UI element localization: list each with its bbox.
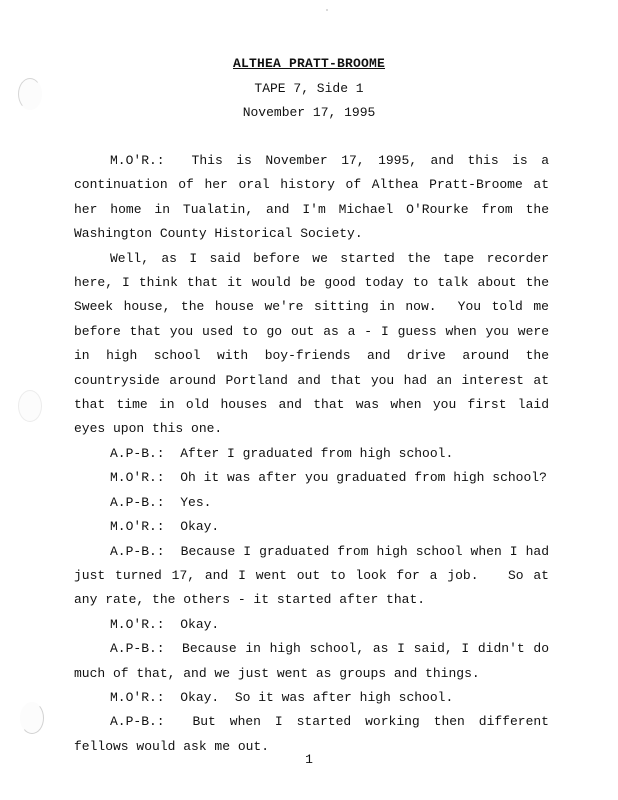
transcript-paragraph: M.O'R.: Okay. — [110, 616, 220, 632]
transcript-paragraph: A.P-B.: After I graduated from high school. — [110, 445, 454, 461]
transcript-body — [74, 149, 557, 759]
transcript-paragraph: M.O'R.: Oh it was after you graduated from high school? — [110, 470, 547, 486]
transcript-paragraph: A.P-B.: Because I graduated from high school when I had just turned 17, and I went out to look for a job. So at any rate, the others - it started after that. — [74, 543, 557, 608]
transcript-paragraph: M.O'R.: Okay. — [110, 519, 220, 535]
punch-hole-middle — [18, 390, 42, 422]
paper-speck — [326, 9, 328, 11]
tape-label: TAPE 7, Side 1 — [254, 81, 364, 96]
transcript-paragraph: A.P-B.: Because in high school, as I said, I didn't do much of that, and we just went as groups and things. — [74, 641, 557, 681]
interview-date: November 17, 1995 — [242, 105, 376, 120]
page-number: 1 — [305, 752, 313, 767]
transcript-paragraph-sweek-house: Well, as I said before we started the tape recorder here, I think that it would be good today to talk about the Sweek house, the house we're sitting in now. You told me before that you used to go out as a - I guess when you were in high school with boy-friends and drive around the countryside around Portland and that you had an interest at that time in old houses and that was when you first laid eyes upon this one. — [74, 250, 557, 437]
transcript-paragraph: M.O'R.: Okay. So it was after high school. — [110, 689, 454, 705]
punch-hole-bottom — [20, 702, 44, 734]
transcript-paragraph: A.P-B.: But when I started working then different fellows would ask me out. — [74, 714, 557, 754]
transcript-paragraph: A.P-B.: Yes. — [110, 494, 212, 510]
transcript-paragraph-intro: M.O'R.: This is November 17, 1995, and this is a continuation of her oral history of Althea Pratt-Broome at her home in Tualatin, and I'm Michael O'Rourke from the Washington County Historical Society. — [74, 153, 557, 242]
interviewee-title: ALTHEA PRATT-BROOME — [232, 56, 386, 71]
